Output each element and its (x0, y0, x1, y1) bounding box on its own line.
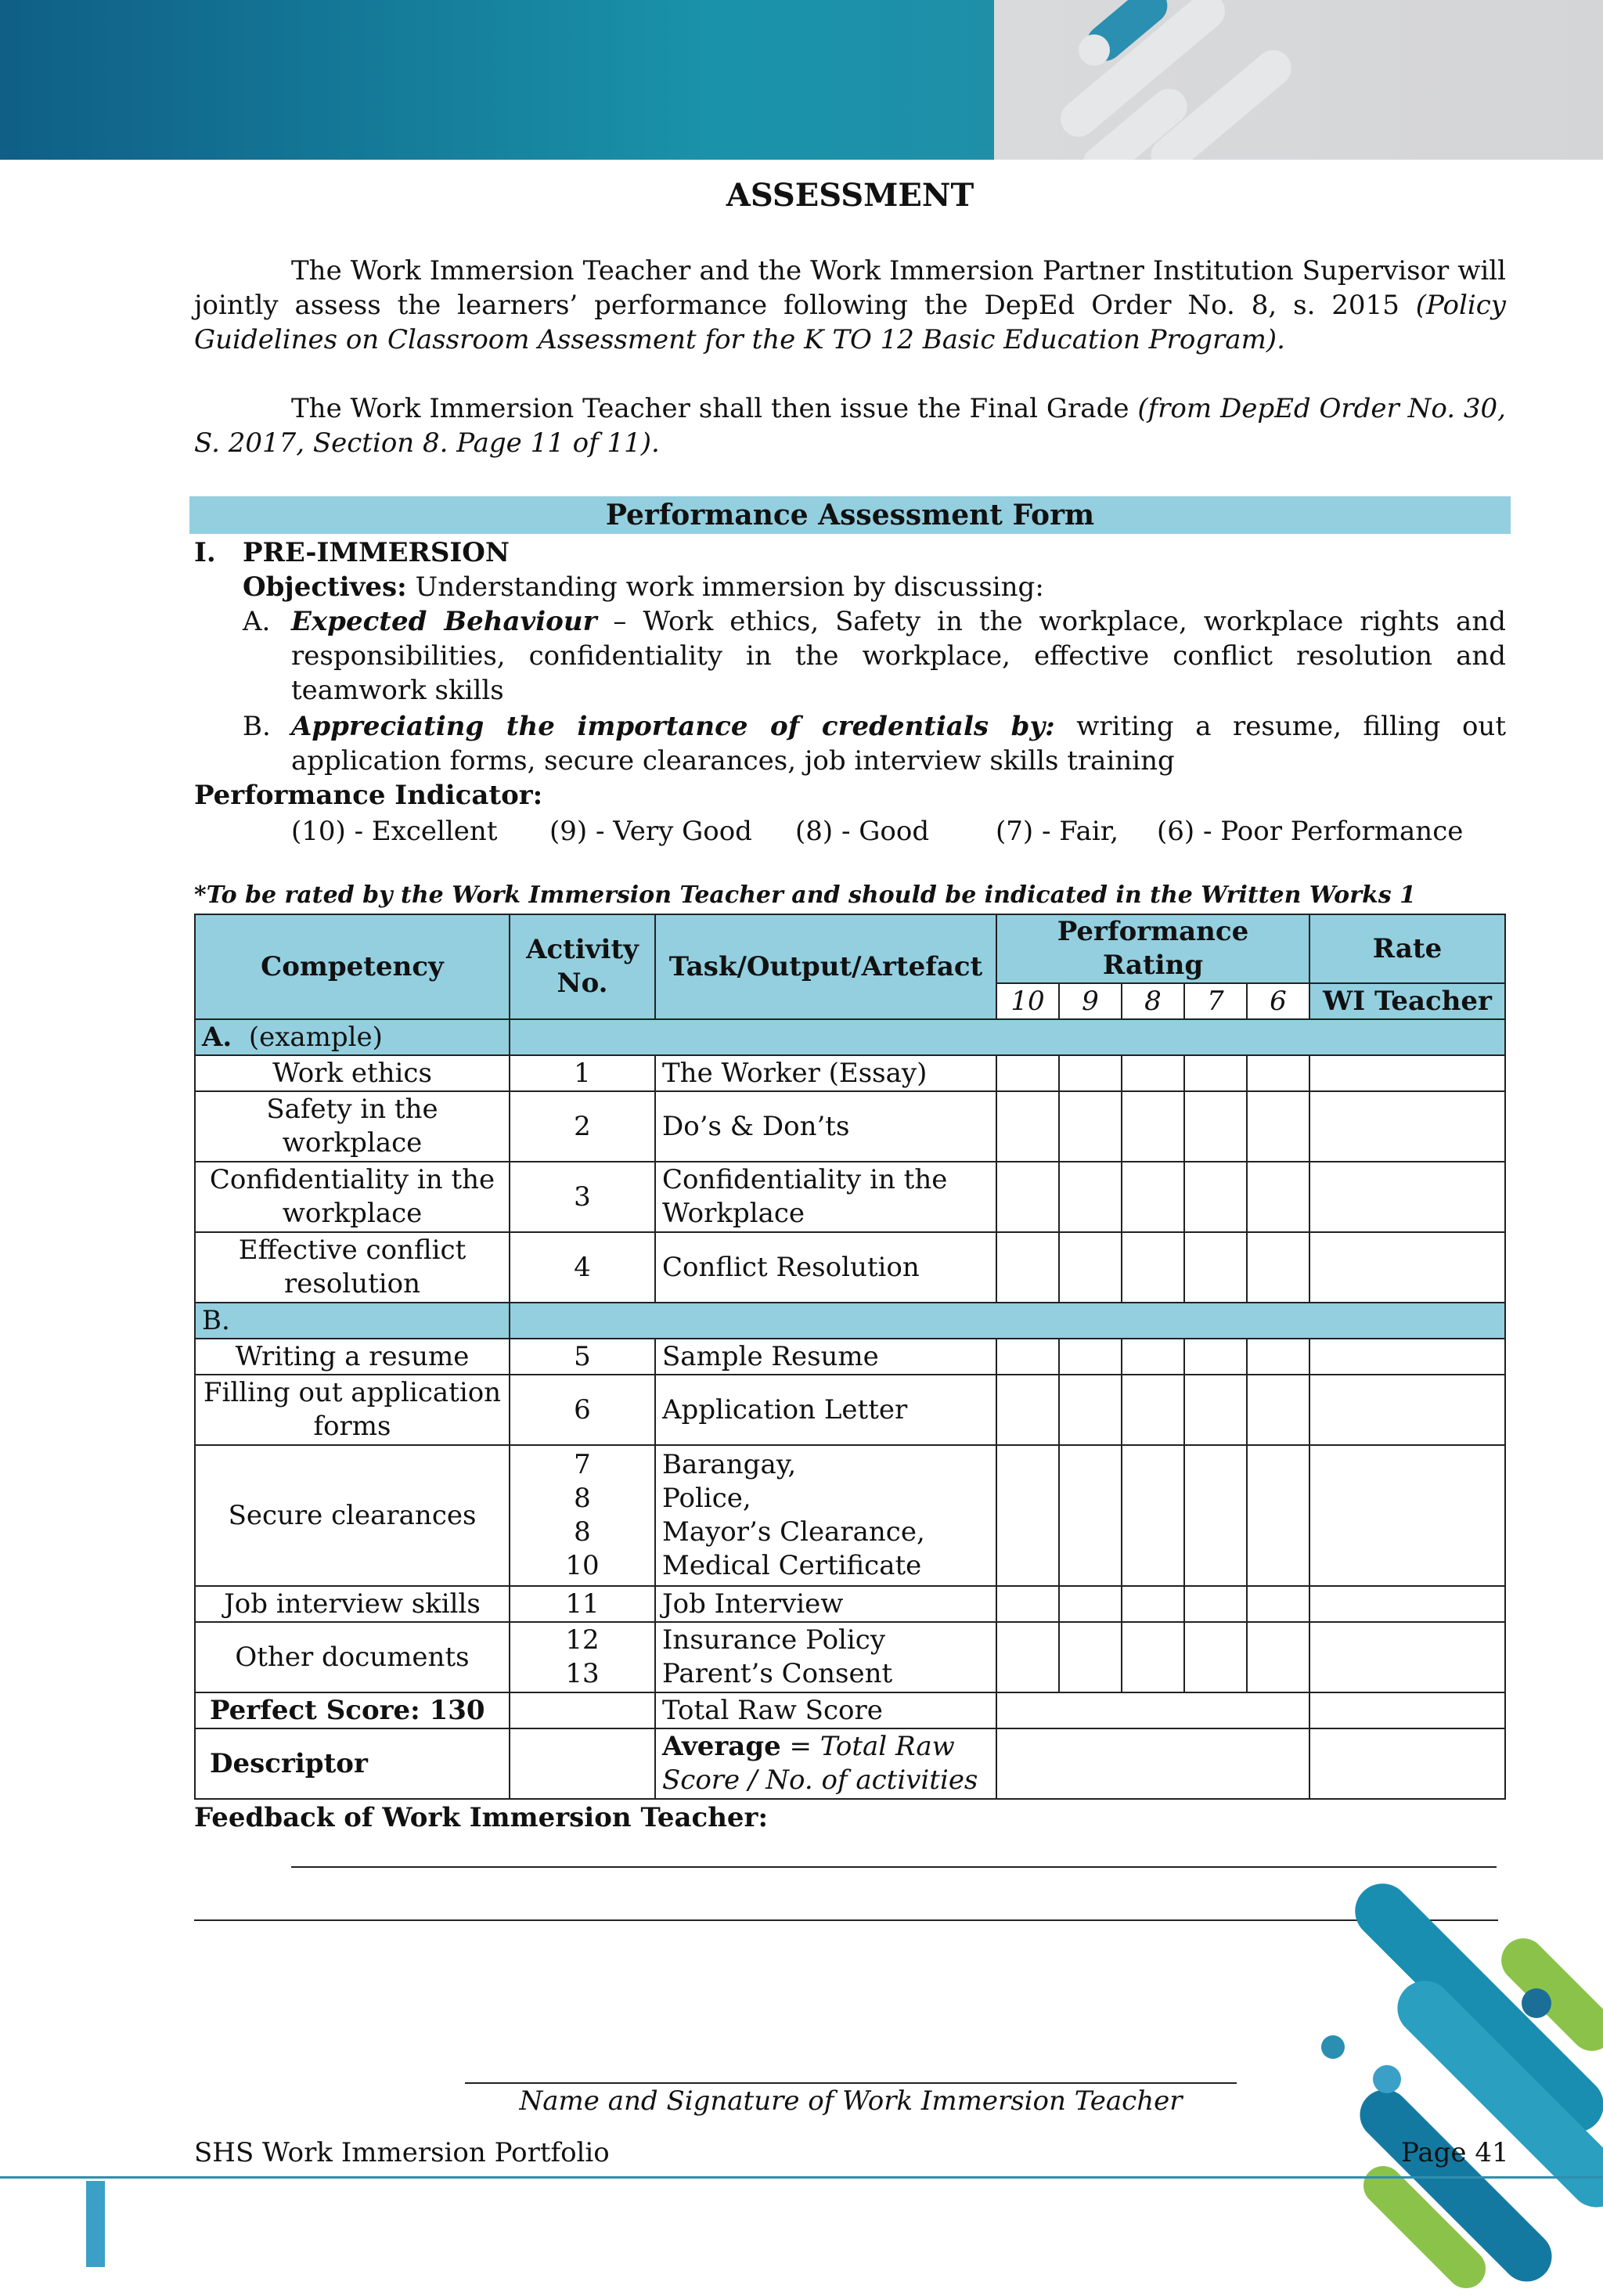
rating-cell[interactable] (1122, 1375, 1184, 1445)
task-cell: Do’s & Don’ts (655, 1091, 996, 1162)
signature-label: Name and Signature of Work Immersion Teacher (519, 2085, 1183, 2117)
intro-p1-citation: (Policy Guidelines on Classroom Assessment for the K TO 12 Basic Education Program). (194, 290, 1506, 355)
objectives (243, 570, 1044, 604)
competency-cell: Confidentiality in the workplace (195, 1162, 510, 1232)
header-dot (1079, 34, 1110, 66)
indicator-fair: (7) - Fair, (996, 816, 1119, 847)
header-activity: Activity No. (510, 914, 655, 1019)
task-cell: Job Interview (655, 1586, 996, 1622)
task-line: Barangay, (662, 1449, 797, 1480)
section-a-label (195, 1019, 510, 1055)
table-row (195, 1232, 1505, 1303)
rating-cell[interactable] (1122, 1445, 1184, 1586)
table-row (195, 1339, 1505, 1375)
footer-block (86, 2181, 105, 2267)
task-line: Mayor’s Clearance, (662, 1516, 925, 1548)
rate-cell[interactable] (1309, 1162, 1505, 1232)
task-cell: Application Letter (655, 1375, 996, 1445)
rating-cell[interactable] (996, 1339, 1059, 1375)
section-a-text: (example) (248, 1021, 383, 1053)
competency-cell: Writing a resume (195, 1339, 510, 1375)
activity-number: 7 (574, 1449, 591, 1480)
rating-cell[interactable] (1059, 1055, 1122, 1091)
rating-cell[interactable] (1059, 1339, 1122, 1375)
average-label: Average (662, 1731, 781, 1762)
rating-cell[interactable] (1184, 1445, 1247, 1586)
rating-cell[interactable] (1122, 1339, 1184, 1375)
objective-b-letter: B. (243, 711, 271, 742)
intro-p1-text: The Work Immersion Teacher and the Work Immersion Partner Institution Supervisor will jointly assess the learners’ performance following the DepEd Order No. 8, s. 2015 (194, 255, 1506, 321)
rate-cell[interactable] (1309, 1091, 1505, 1162)
header-wi-teacher: WI Teacher (1309, 983, 1505, 1019)
rating-6: 6 (1247, 983, 1309, 1019)
header-competency: Competency (195, 914, 510, 1019)
rating-cell[interactable] (1184, 1622, 1247, 1692)
total-rate-value[interactable] (1309, 1692, 1505, 1728)
indicator-good: (8) - Good (795, 816, 930, 847)
task-cell: Sample Resume (655, 1339, 996, 1375)
rating-cell[interactable] (1184, 1091, 1247, 1162)
rating-cell[interactable] (1122, 1162, 1184, 1232)
activity-number: 12 (565, 1624, 600, 1656)
feedback-line-1[interactable] (291, 1866, 1497, 1868)
section-number: I. (194, 537, 216, 568)
task-line: Medical Certificate (662, 1550, 922, 1581)
objectives-text: Understanding work immersion by discussing: (406, 571, 1044, 603)
objective-a-letter: A. (243, 606, 271, 637)
activity-number: 8 (574, 1516, 591, 1548)
descriptor-label: Descriptor (195, 1728, 510, 1799)
rating-cell[interactable] (996, 1162, 1059, 1232)
rating-cell[interactable] (1059, 1375, 1122, 1445)
rating-cell[interactable] (1059, 1091, 1122, 1162)
perfect-score: Perfect Score: 130 (195, 1692, 510, 1728)
total-raw-score-value[interactable] (996, 1692, 1309, 1728)
intro-paragraph-2 (194, 391, 1506, 460)
rating-cell[interactable] (1122, 1091, 1184, 1162)
rating-cell[interactable] (1059, 1162, 1122, 1232)
activity-cell: 1 (510, 1055, 655, 1091)
rating-cell[interactable] (1247, 1339, 1309, 1375)
task-line: Parent’s Consent (662, 1658, 893, 1689)
objective-b (291, 709, 1506, 778)
rating-cell[interactable] (1184, 1232, 1247, 1303)
total-raw-score-label: Total Raw Score (655, 1692, 996, 1728)
rating-8: 8 (1122, 983, 1184, 1019)
competency-cell: Secure clearances (195, 1445, 510, 1586)
activity-cell: 3 (510, 1162, 655, 1232)
task-line: Insurance Policy (662, 1624, 886, 1656)
task-cell (655, 1445, 996, 1586)
objective-a-text: – Work ethics, Safety in the workplace, workplace rights and responsibilities, confidentiality in the workplace, effective conflict resolution and teamwork skills (291, 606, 1506, 706)
rating-cell[interactable] (996, 1375, 1059, 1445)
activity-cell: 4 (510, 1232, 655, 1303)
rating-cell[interactable] (996, 1055, 1059, 1091)
average-value[interactable] (996, 1728, 1309, 1799)
header-rate: Rate (1309, 914, 1505, 983)
footer-portfolio-title: SHS Work Immersion Portfolio (194, 2137, 610, 2168)
rating-cell[interactable] (996, 1622, 1059, 1692)
table-row (195, 1622, 1505, 1692)
footer-dot (1522, 1988, 1551, 2018)
footer-rule (0, 2176, 1603, 2179)
competency-cell: Work ethics (195, 1055, 510, 1091)
rate-cell[interactable] (1309, 1339, 1505, 1375)
task-line: Police, (662, 1483, 751, 1514)
rate-cell[interactable] (1309, 1586, 1505, 1622)
objective-a (291, 604, 1506, 708)
rate-cell[interactable] (1309, 1232, 1505, 1303)
rating-cell[interactable] (1184, 1586, 1247, 1622)
rate-cell[interactable] (1309, 1445, 1505, 1586)
activity-cell (510, 1445, 655, 1586)
task-cell: Confidentiality in the Workplace (655, 1162, 996, 1232)
average-formula-text: Total Raw Score / No. of activities (662, 1731, 978, 1796)
activity-number: 13 (565, 1658, 600, 1689)
rating-cell[interactable] (1122, 1055, 1184, 1091)
objective-a-title: Expected Behaviour (291, 606, 597, 637)
rate-cell[interactable] (1309, 1375, 1505, 1445)
intro-p2-text: The Work Immersion Teacher shall then issue the Final Grade (291, 393, 1138, 424)
indicator-very-good: (9) - Very Good (549, 816, 752, 847)
table-row (195, 1445, 1505, 1586)
task-cell (655, 1622, 996, 1692)
task-cell: Conflict Resolution (655, 1232, 996, 1303)
rating-cell[interactable] (996, 1091, 1059, 1162)
activity-number: 10 (565, 1550, 600, 1581)
footer-dot (1373, 2065, 1401, 2093)
header-performance-rating: Performance Rating (996, 914, 1309, 983)
rating-cell[interactable] (996, 1232, 1059, 1303)
rating-10: 10 (996, 983, 1059, 1019)
rating-cell[interactable] (1059, 1232, 1122, 1303)
competency-cell: Effective conflict resolution (195, 1232, 510, 1303)
rating-cell[interactable] (1247, 1622, 1309, 1692)
activity-cell: 2 (510, 1091, 655, 1162)
table-row (195, 1375, 1505, 1445)
rating-cell[interactable] (1184, 1055, 1247, 1091)
rating-cell[interactable] (1247, 1375, 1309, 1445)
intro-paragraph-1 (194, 254, 1506, 357)
rate-cell[interactable] (1309, 1055, 1505, 1091)
rating-cell[interactable] (1122, 1232, 1184, 1303)
objective-b-title: Appreciating the importance of credentials by: (291, 711, 1055, 742)
competency-cell: Job interview skills (195, 1586, 510, 1622)
page-title: ASSESSMENT (726, 177, 974, 214)
rating-cell[interactable] (996, 1586, 1059, 1622)
rating-7: 7 (1184, 983, 1247, 1019)
rating-cell[interactable] (1122, 1586, 1184, 1622)
rating-cell[interactable] (996, 1445, 1059, 1586)
performance-indicator-label: Performance Indicator: (194, 780, 543, 811)
competency-cell: Other documents (195, 1622, 510, 1692)
rating-cell[interactable] (1059, 1622, 1122, 1692)
descriptor-rate-value[interactable] (1309, 1728, 1505, 1799)
activity-number: 8 (574, 1483, 591, 1514)
activity-cell: 6 (510, 1375, 655, 1445)
rating-note: *To be rated by the Work Immersion Teacher and should be indicated in the Written Works 1 (194, 881, 1416, 909)
intro-p2-citation: (from DepEd Order No. 30, S. 2017, Section 8. Page 11 of 11). (194, 393, 1506, 459)
table-row (195, 1091, 1505, 1162)
table-row (195, 1055, 1505, 1091)
table-row (195, 1586, 1505, 1622)
rate-cell[interactable] (1309, 1622, 1505, 1692)
activity-cell (510, 1622, 655, 1692)
indicator-excellent: (10) - Excellent (291, 816, 498, 847)
rating-cell[interactable] (1247, 1232, 1309, 1303)
activity-cell: 11 (510, 1586, 655, 1622)
signature-line[interactable] (465, 2082, 1237, 2084)
rating-cell[interactable] (1247, 1162, 1309, 1232)
task-cell: The Worker (Essay) (655, 1055, 996, 1091)
header-task: Task/Output/Artefact (655, 914, 996, 1019)
table-row (195, 1162, 1505, 1232)
section-heading: PRE-IMMERSION (243, 537, 510, 568)
assessment-table (194, 914, 1506, 1800)
rating-cell[interactable] (1184, 1339, 1247, 1375)
feedback-line-2[interactable] (194, 1919, 1498, 1921)
header-banner (0, 0, 1603, 160)
rating-cell[interactable] (1247, 1445, 1309, 1586)
rating-cell[interactable] (1059, 1586, 1122, 1622)
rating-cell[interactable] (1184, 1162, 1247, 1232)
objective-b-text: writing a resume, filling out application forms, secure clearances, job interview skills training (291, 711, 1506, 777)
rating-cell[interactable] (1247, 1091, 1309, 1162)
competency-cell: Safety in the workplace (195, 1091, 510, 1162)
rating-9: 9 (1059, 983, 1122, 1019)
rating-cell[interactable] (1247, 1055, 1309, 1091)
average-equals: = (780, 1731, 820, 1762)
average-formula (655, 1728, 996, 1799)
activity-cell: 5 (510, 1339, 655, 1375)
page-number: Page 41 (1401, 2137, 1509, 2168)
section-b-label: B. (195, 1303, 510, 1339)
rating-cell[interactable] (1122, 1622, 1184, 1692)
rating-cell[interactable] (1247, 1586, 1309, 1622)
indicator-poor: (6) - Poor Performance (1157, 816, 1464, 847)
objectives-label: Objectives: (243, 571, 407, 603)
footer-dot (1321, 2035, 1345, 2059)
section-a-letter: A. (202, 1021, 232, 1053)
form-title-banner: Performance Assessment Form (189, 496, 1511, 534)
feedback-label: Feedback of Work Immersion Teacher: (194, 1802, 769, 1833)
rating-cell[interactable] (1184, 1375, 1247, 1445)
rating-cell[interactable] (1059, 1445, 1122, 1586)
competency-cell: Filling out application forms (195, 1375, 510, 1445)
